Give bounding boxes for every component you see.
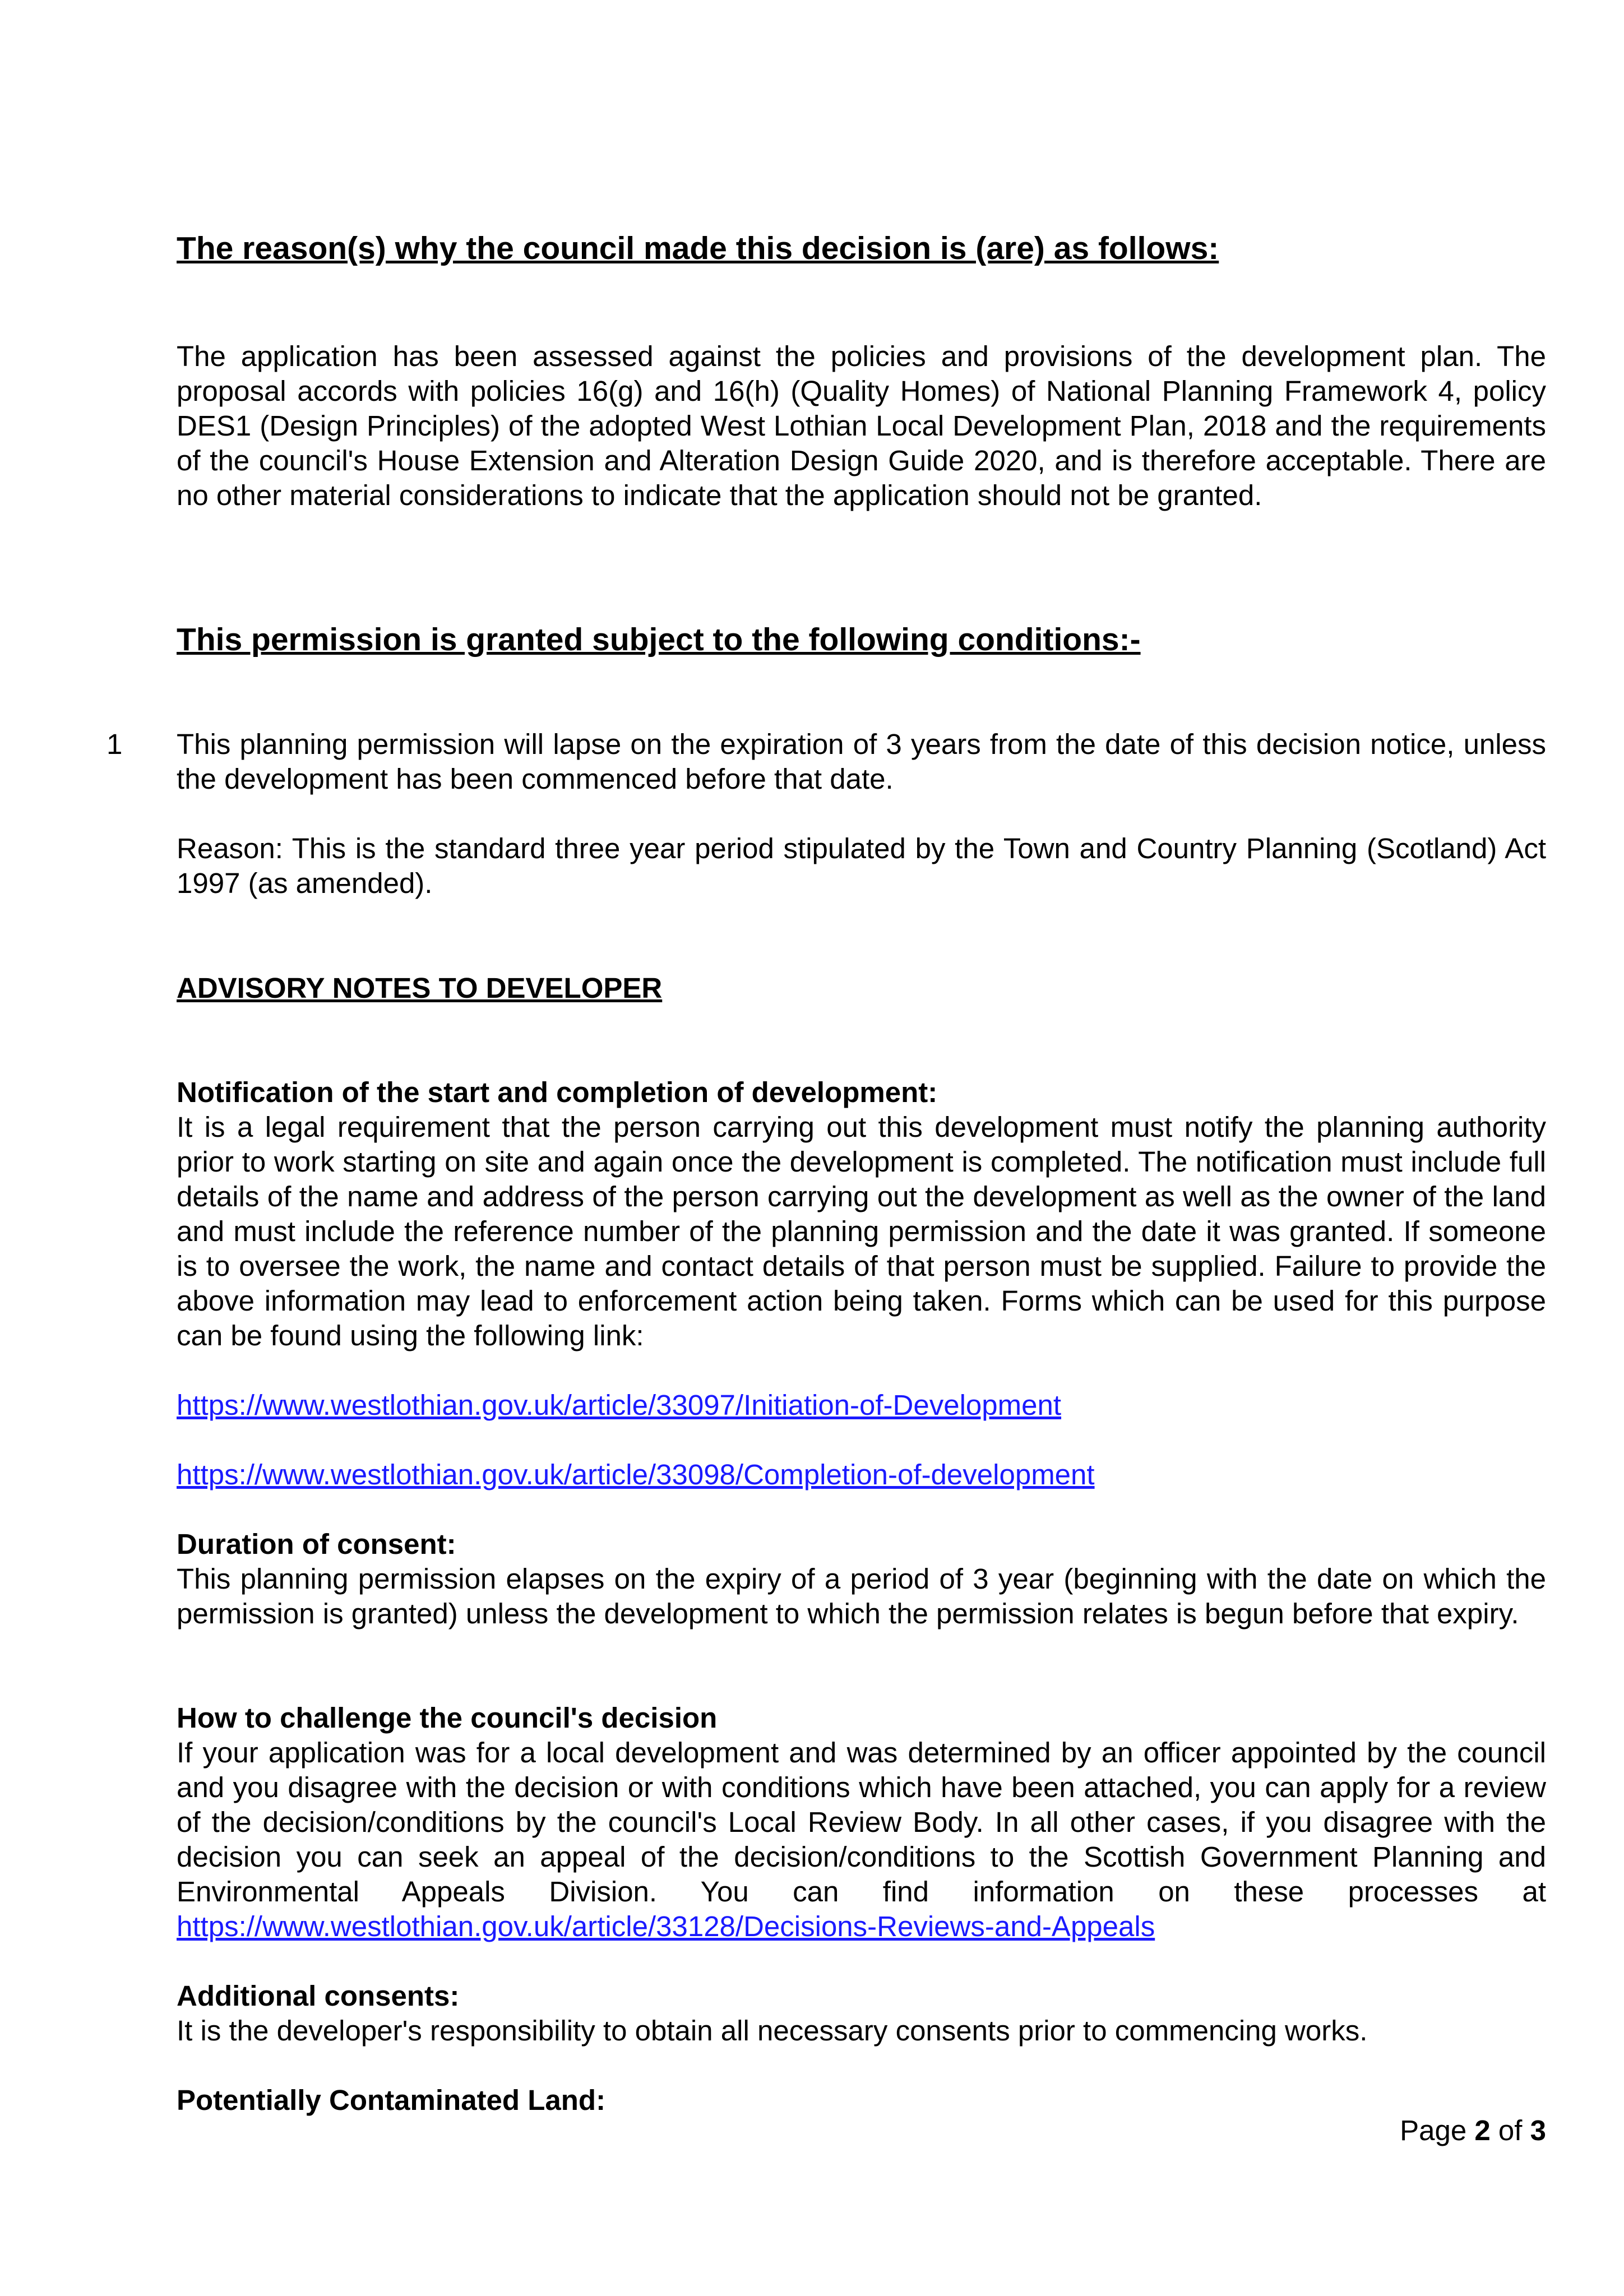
initiation-of-development-link[interactable]: https://www.westlothian.gov.uk/article/33097/Initiation-of-Development — [177, 1389, 1062, 1421]
notification-text: It is a legal requirement that the person carrying out this development must notify the planning authority prior to work starting on site and again once the development is completed. The notification must include full details of the name and address of the person carrying out the development as well as the owner of the land and must include the reference number of the planning permission and the date it was granted. If someone is to oversee the work, the name and contact details of that person must be supplied. Failure to provide the above information may lead to enforcement action being taken. Forms which can be used for this purpose can be found using the following link: — [177, 1111, 1546, 1351]
challenge-title: How to challenge the council's decision — [177, 1702, 718, 1734]
duration-section — [177, 1527, 1546, 1631]
page-current: 2 — [1474, 2114, 1491, 2146]
page-of-word: of — [1490, 2114, 1530, 2146]
page-word: Page — [1400, 2114, 1475, 2146]
duration-text: This planning permission elapses on the expiry of a period of 3 year (beginning with the date on which the permission is granted) unless the development to which the permission relates is begun before that expiry. — [177, 1563, 1546, 1630]
page-number — [1400, 2113, 1546, 2148]
completion-of-development-link[interactable]: https://www.westlothian.gov.uk/article/33098/Completion-of-development — [177, 1459, 1095, 1490]
condition-reason: Reason: This is the standard three year period stipulated by the Town and Country Planning (Scotland) Act 1997 (as amended). — [177, 832, 1546, 899]
challenge-paragraph — [177, 1735, 1546, 1944]
challenge-section — [177, 1701, 1546, 1944]
contaminated-land-title: Potentially Contaminated Land: — [177, 2084, 606, 2116]
condition-reason-block — [177, 831, 1546, 901]
notification-title: Notification of the start and completion of development: — [177, 1076, 938, 1108]
condition-number: 1 — [107, 728, 123, 760]
reasons-paragraph: The application has been assessed against the policies and provisions of the development plan. The proposal accords with policies 16(g) and 16(h) (Quality Homes) of National Planning Framework 4, policy DES1 (Design Principles) of the adopted West Lothian Local Development Plan, 2018 and the requirements of the council's House Extension and Alteration Design Guide 2020, and is therefore acceptable. There are no other material considerations to indicate that the application should not be granted. — [177, 340, 1546, 511]
duration-title: Duration of consent: — [177, 1528, 456, 1560]
decisions-reviews-appeals-link[interactable]: https://www.westlothian.gov.uk/article/33128/Decisions-Reviews-and-Appeals — [177, 1910, 1155, 1942]
initiation-link-block — [177, 1388, 1546, 1423]
notification-section — [177, 1075, 1546, 1353]
additional-consents-text: It is the developer's responsibility to obtain all necessary consents prior to commencing works. — [177, 2015, 1368, 2047]
conditions-heading: This permission is granted subject to the following conditions:- — [177, 622, 1141, 658]
condition-text: This planning permission will lapse on the expiration of 3 years from the date of this decision notice, unless the development has been commenced before that date. — [177, 728, 1546, 795]
challenge-text: If your application was for a local development and was determined by an officer appointed by the council and you disagree with the decision or with conditions which have been attached, you can apply for a review of the decision/conditions by the council's Local Review Body. In all other cases, if you disagree with the decision you can seek an appeal of the decision/conditions to the Scottish Government Planning and Environmental Appeals Division. You can find information on these processes at — [177, 1737, 1546, 1908]
additional-consents-title: Additional consents: — [177, 1980, 460, 2012]
additional-consents-section — [177, 1979, 1546, 2048]
page-total: 3 — [1530, 2114, 1546, 2146]
completion-link-block — [177, 1457, 1546, 1492]
reasons-section — [177, 339, 1546, 513]
advisory-heading: ADVISORY NOTES TO DEVELOPER — [177, 972, 663, 1004]
reasons-heading: The reason(s) why the council made this decision is (are) as follows: — [177, 230, 1219, 266]
contaminated-land-section — [177, 2083, 1546, 2118]
condition-item — [177, 727, 1546, 797]
